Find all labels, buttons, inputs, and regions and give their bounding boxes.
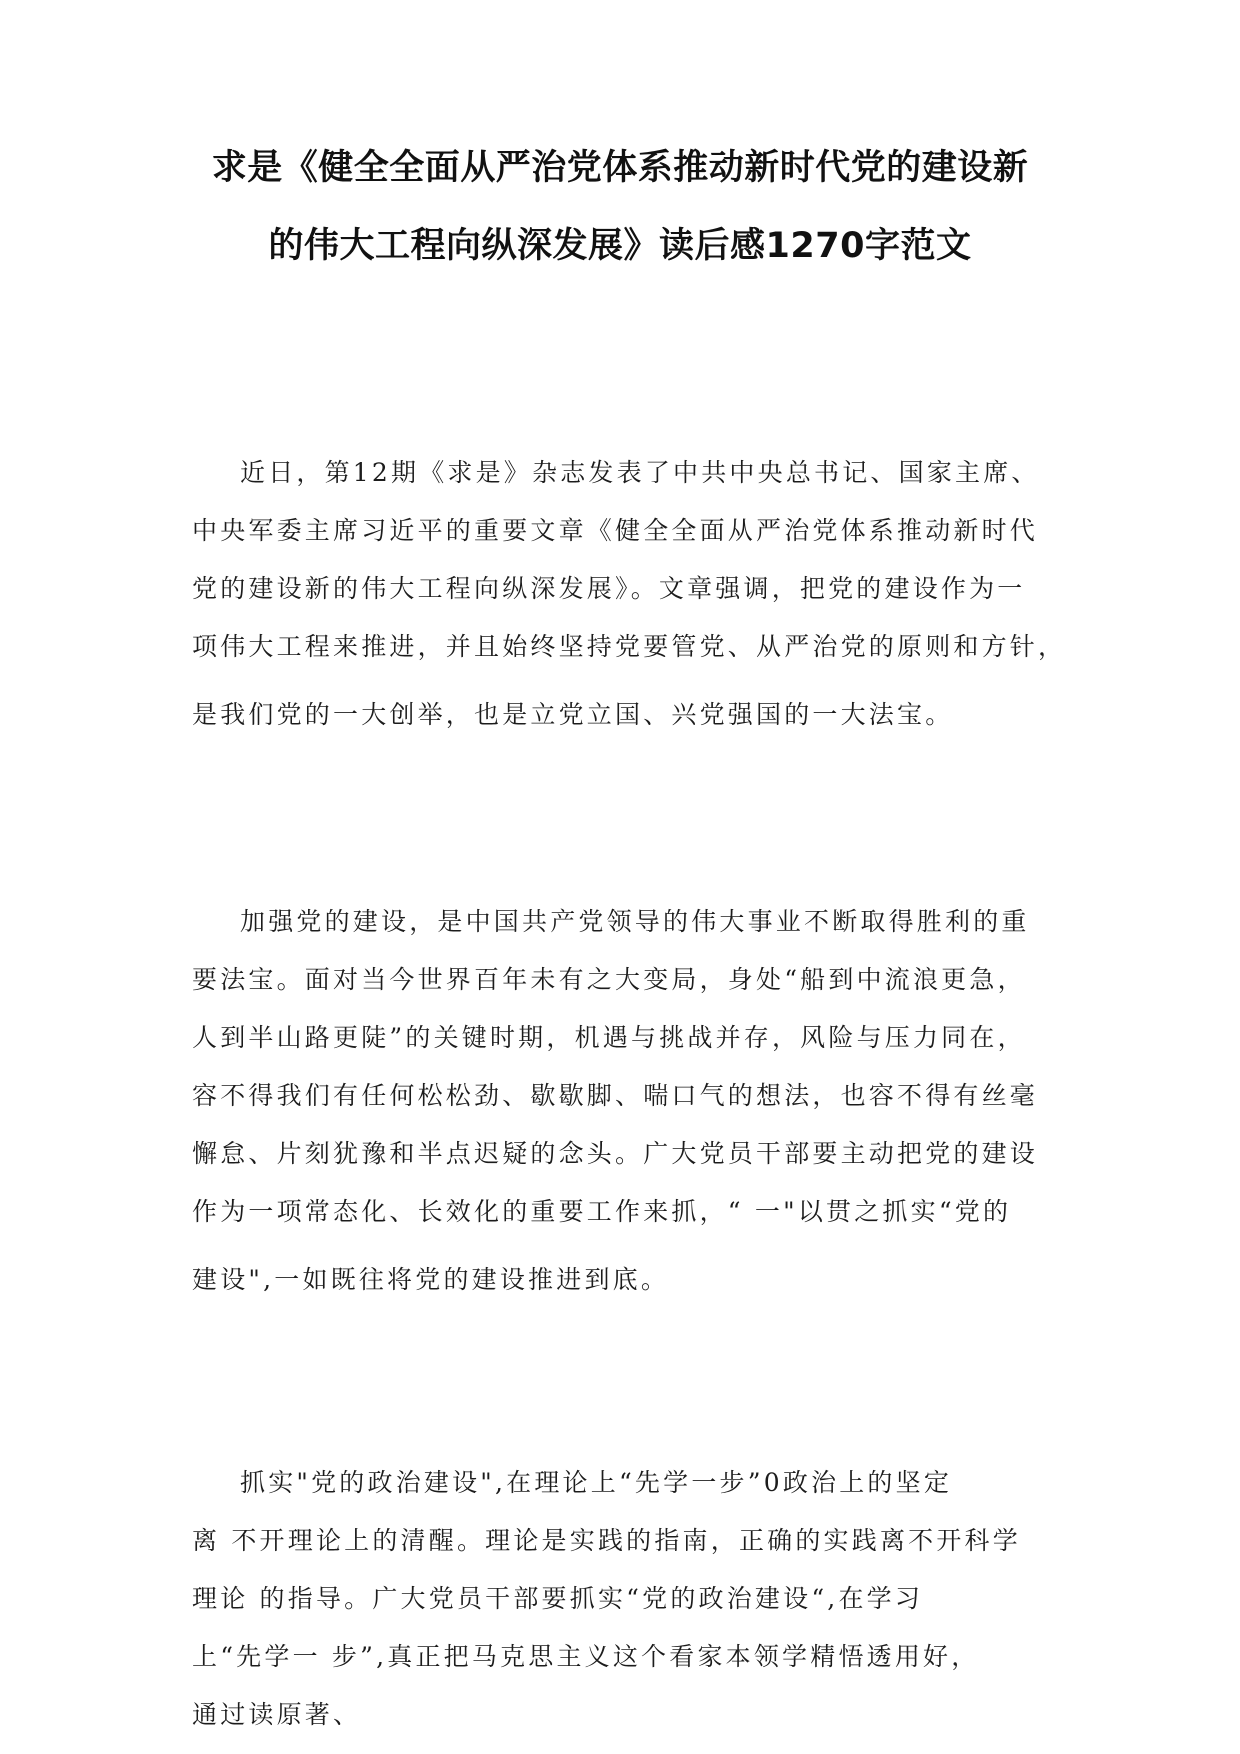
paragraph-1-line-5: 是我们党的一大创举，也是立党立国、兴党强国的一大法宝。 [192, 700, 954, 729]
paragraph-2-line-2: 要法宝。面对当今世界百年未有之大变局，身处“船到中流浪更急， [192, 965, 1026, 994]
paragraph-2-line-3: 人到半山路更陡”的关键时期，机遇与挑战并存，风险与压力同在， [192, 1023, 1026, 1052]
paragraph-2-line-6: 作为一项常态化、长效化的重要工作来抓，“ 一"以贯之抓实“党的 [192, 1197, 1012, 1226]
paragraph-2-line-7: 建设",一如既往将党的建设推进到底。 [192, 1265, 670, 1294]
paragraph-3-line-5: 通过读原著、 [192, 1700, 362, 1729]
paragraph-3-line-2: 离 不开理论上的清醒。理论是实践的指南，正确的实践离不开科学 [192, 1526, 1021, 1555]
paragraph-3-line-3: 理论 的指导。广大党员干部要抓实“党的政治建设“,在学习 [192, 1584, 924, 1613]
paragraph-2-line-4: 容不得我们有任何松松劲、歇歇脚、喘口气的想法，也容不得有丝毫 [192, 1081, 1039, 1110]
paragraph-1-line-3: 党的建设新的伟大工程向纵深发展》。文章强调，把党的建设作为一 [192, 574, 1026, 603]
document-title-line-1: 求是《健全全面从严治党体系推动新时代党的建设新 [211, 148, 1029, 188]
paragraph-2-line-1: 加强党的建设，是中国共产党领导的伟大事业不断取得胜利的重 [240, 907, 1030, 936]
paragraph-3-line-4: 上“先学一 步”,真正把马克思主义这个看家本领学精悟透用好， [192, 1642, 980, 1671]
document-title-line-2: 的伟大工程向纵深发展》读后感1270字范文 [268, 226, 972, 266]
paragraph-1-line-2: 中央军委主席习近平的重要文章《健全全面从严治党体系推动新时代 [192, 516, 1039, 545]
paragraph-1-line-1: 近日，第12期《求是》杂志发表了中共中央总书记、国家主席、 [240, 458, 1040, 487]
paragraph-2-line-5: 懈怠、片刻犹豫和半点迟疑的念头。广大党员干部要主动把党的建设 [192, 1139, 1039, 1168]
paragraph-3-line-1: 抓实"党的政治建设",在理论上“先学一步”0政治上的坚定 [240, 1468, 953, 1497]
paragraph-1-line-4: 项伟大工程来推进，并且始终坚持党要管党、从严治党的原则和方针， [192, 632, 1067, 661]
